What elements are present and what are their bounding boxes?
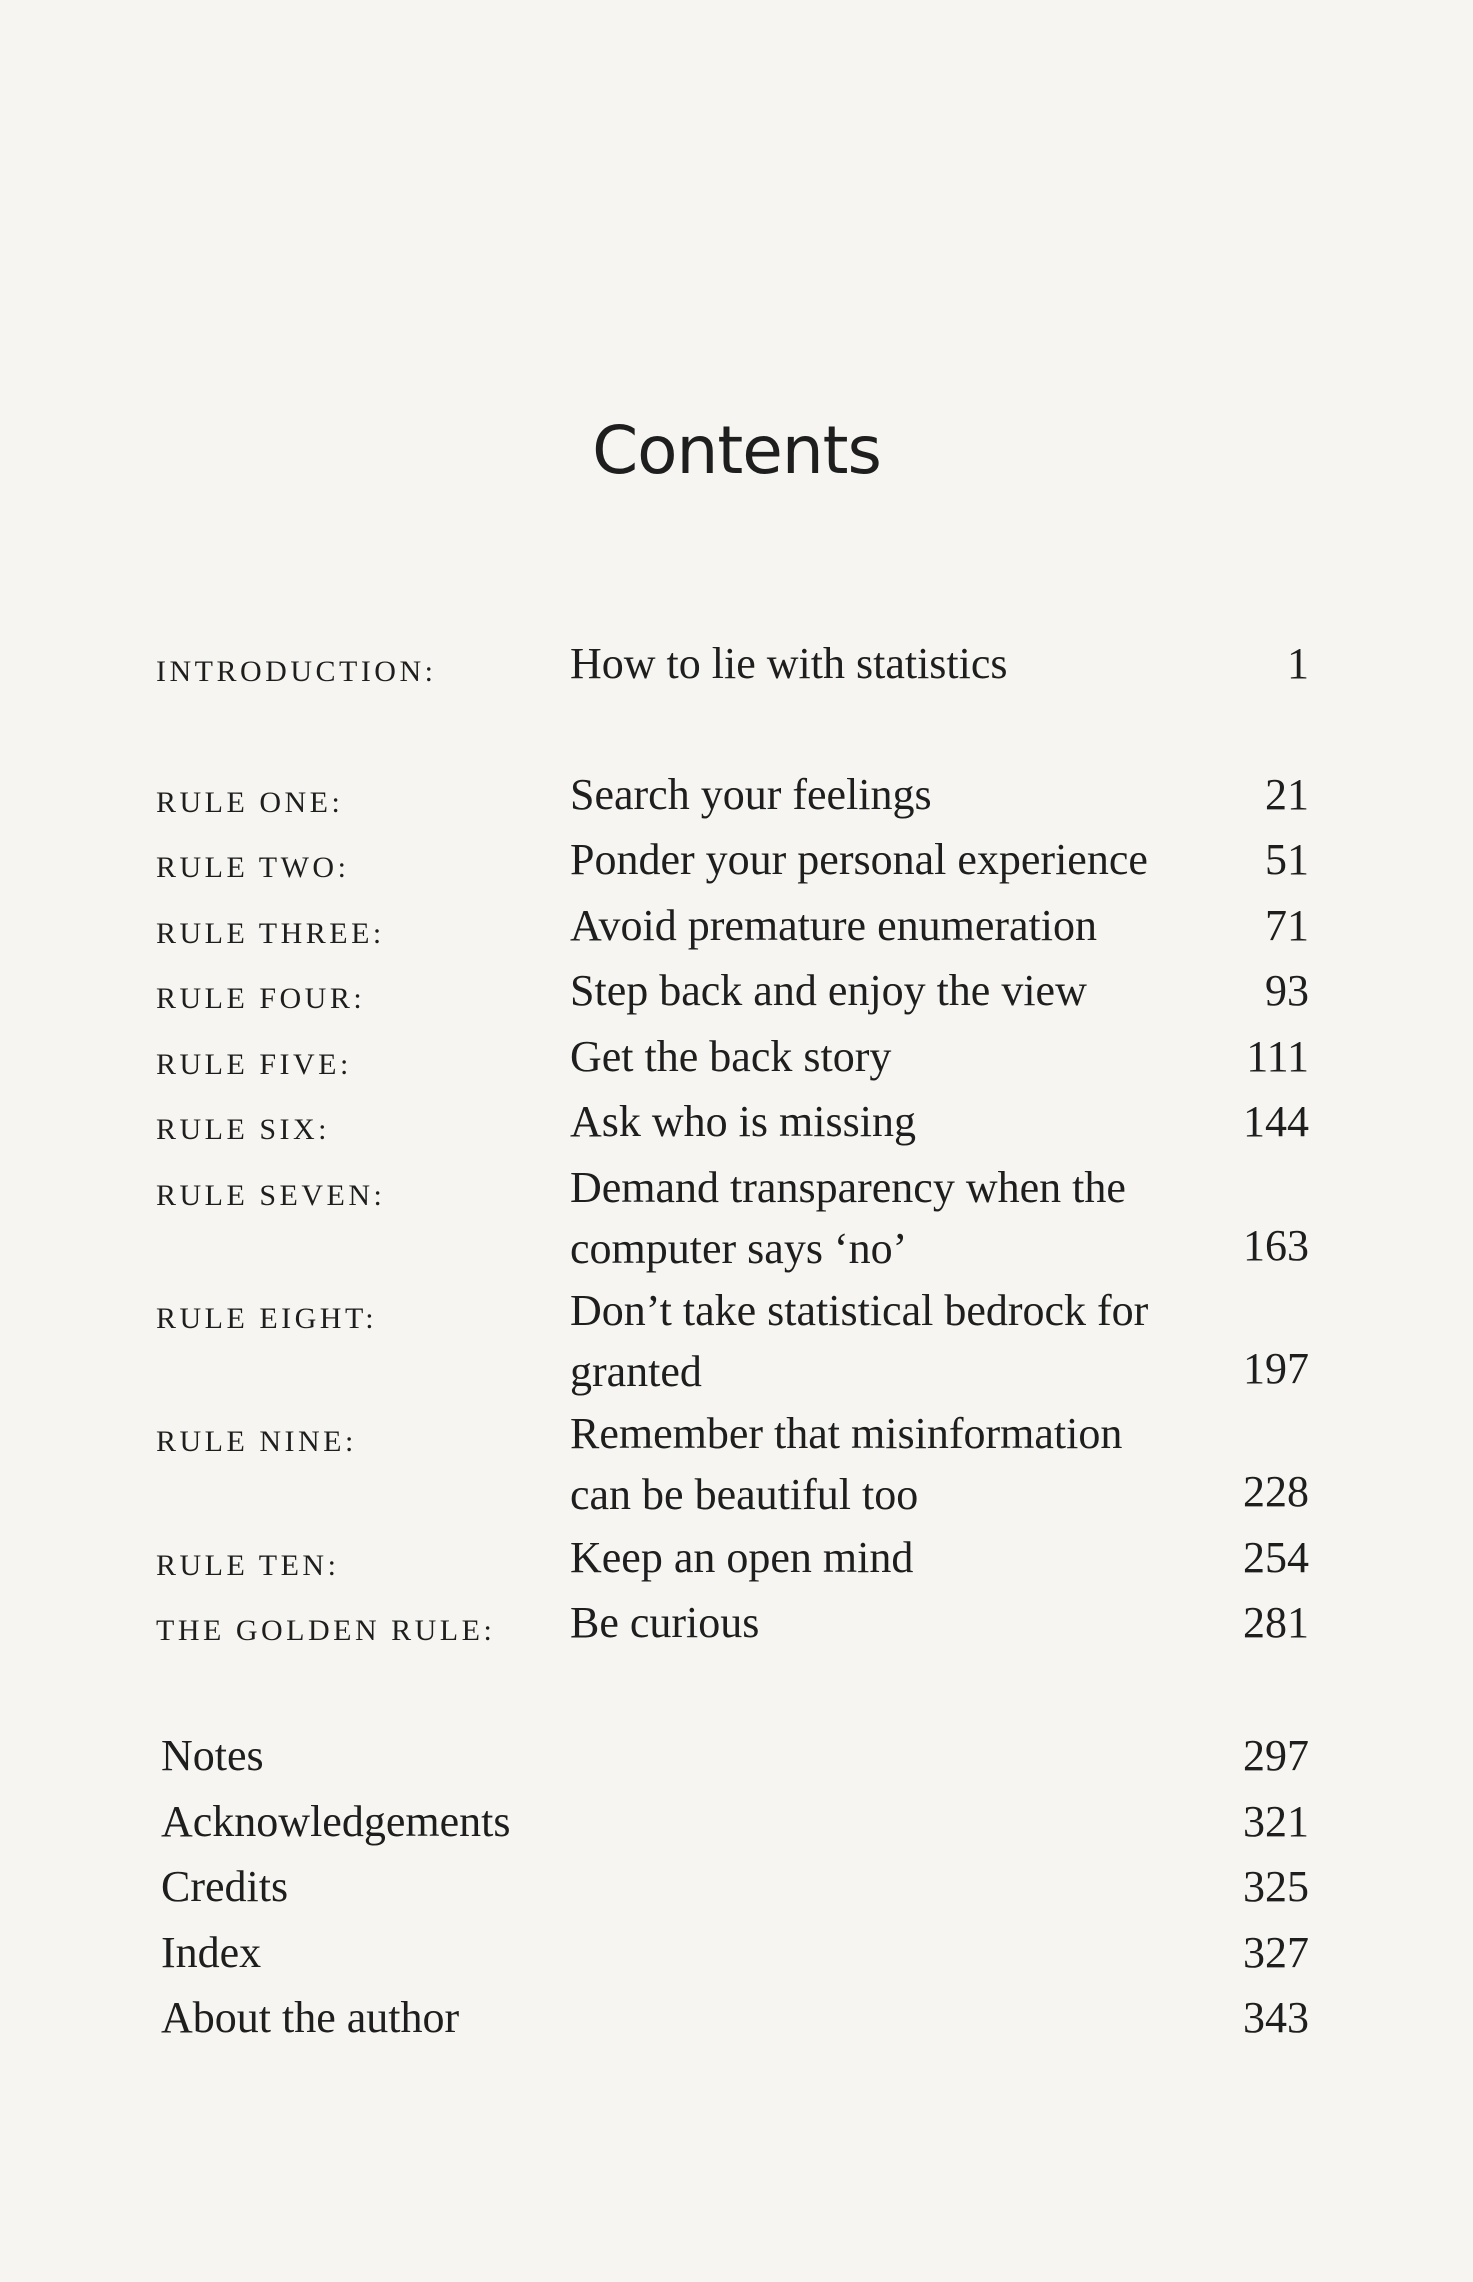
entry-title: Be curious [570,1598,760,1647]
entry-title: Index [161,1928,262,1977]
entry-label: RULE FOUR: [156,982,366,1015]
entry-page-number: 325 [1243,1862,1309,1911]
entry-title-line-1: Demand transparency when the [570,1163,1126,1212]
entry-title: Search your feelings [570,770,932,819]
entry-title: Acknowledgements [161,1797,511,1846]
entry-page-number: 93 [1265,966,1309,1015]
entry-page-number: 281 [1243,1598,1309,1647]
entry-label: THE GOLDEN RULE: [156,1614,496,1647]
entry-title-line-2: granted [570,1347,702,1396]
entry-page-number: 321 [1243,1797,1309,1846]
entry-title [570,1409,1123,1519]
entry-title: Credits [161,1862,289,1911]
entry-page-number: 163 [1243,1221,1309,1270]
entry-label: RULE EIGHT: [156,1302,378,1335]
entry-page-number: 254 [1243,1533,1309,1582]
entry-label: RULE THREE: [156,917,385,950]
entry-title [570,1163,1126,1273]
entry-label: RULE FIVE: [156,1048,352,1081]
entry-page-number: 197 [1243,1344,1309,1393]
entry-page-number: 327 [1243,1928,1309,1977]
entry-label: RULE SIX: [156,1113,330,1146]
entry-title: Notes [161,1731,264,1780]
entry-page-number: 51 [1265,835,1309,884]
entry-title: How to lie with statistics [570,639,1008,688]
entry-label: RULE NINE: [156,1425,357,1458]
entry-title-line-1: Don’t take statistical bedrock for [570,1286,1149,1335]
page-title: Contents [592,412,881,489]
entry-title: Avoid premature enumeration [570,901,1097,950]
entry-page-number: 71 [1265,901,1309,950]
entry-title: About the author [161,1993,460,2042]
entry-page-number: 144 [1243,1097,1309,1146]
entry-title: Step back and enjoy the view [570,966,1087,1015]
entry-label: RULE ONE: [156,786,344,819]
entry-title-line-2: computer says ‘no’ [570,1224,908,1273]
entry-label: RULE TEN: [156,1549,340,1582]
entry-label: INTRODUCTION: [156,655,437,688]
entry-label: RULE TWO: [156,851,350,884]
entry-page-number: 297 [1243,1731,1309,1780]
entry-title: Get the back story [570,1032,892,1081]
entry-title-line-2: can be beautiful too [570,1470,919,1519]
entry-label: RULE SEVEN: [156,1179,386,1212]
entry-page-number: 111 [1246,1032,1309,1081]
entry-title [570,1286,1149,1396]
entry-page-number: 1 [1287,639,1309,688]
entry-title: Ask who is missing [570,1097,916,1146]
entry-title: Keep an open mind [570,1533,914,1582]
entry-page-number: 228 [1243,1467,1309,1516]
entry-title: Ponder your personal experience [570,835,1148,884]
entry-page-number: 21 [1265,770,1309,819]
entry-page-number: 343 [1243,1993,1309,2042]
entry-title-line-1: Remember that misinformation [570,1409,1123,1458]
